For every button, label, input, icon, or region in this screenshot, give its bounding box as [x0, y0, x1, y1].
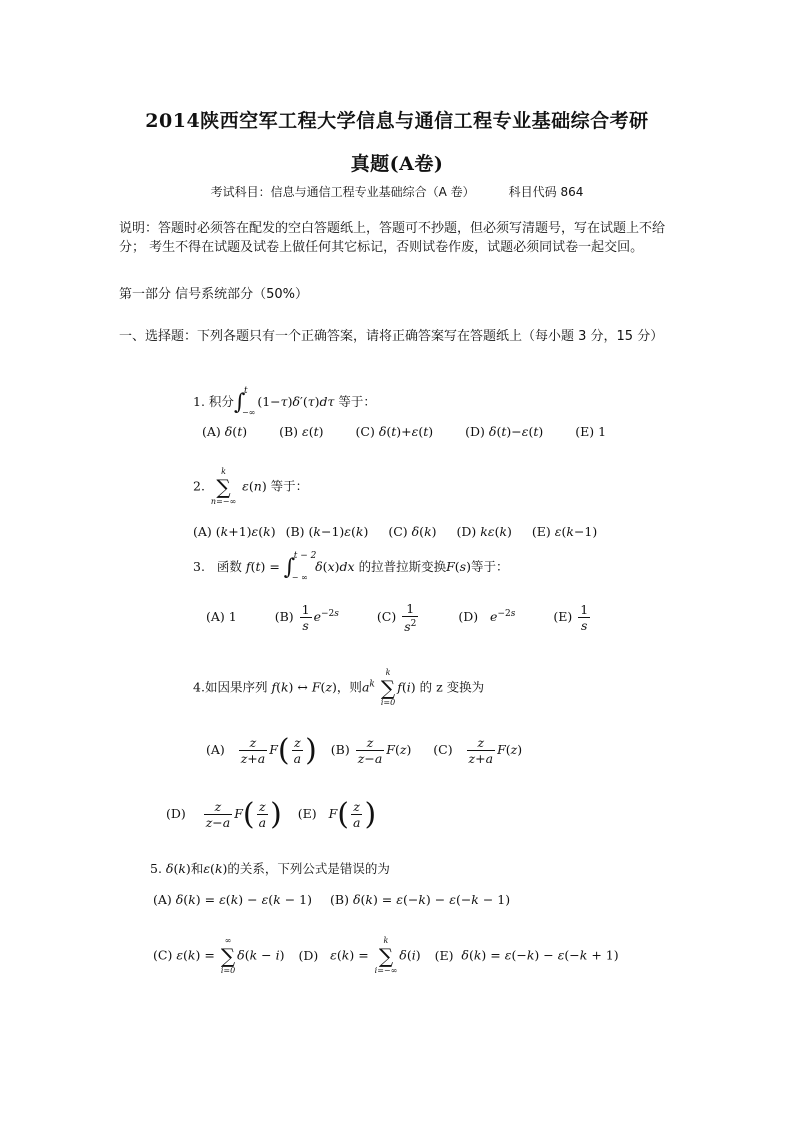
part-heading: 第一部分 信号系统部分（50%）: [119, 287, 309, 302]
question-3-options: (A) 1 (B) $\frac{1}{s}$ $e^{-2s}$ (C) $\frac{1}{s^2}$ (D) $e^{-2s}$ (E) $\frac{1}{s}$: [206, 601, 589, 635]
page-title-line1: 2014陕西空军工程大学信息与通信工程专业基础综合考研: [145, 110, 649, 132]
section-heading: 一、选择题：下列各题只有一个正确答案，请将正确答案写在答题纸上（每小题 3 分，15 分）: [119, 329, 664, 344]
question-3-stem: 3. 函数 f(t) = ∫ t − 2 − ∞ δ(x)dx 的拉普拉斯变换F(s)等于：: [193, 551, 509, 582]
question-4-options-de: (D) $\frac{z}{z-a}$ F( $\frac{z}{a}$ ) (E) F( $\frac{z}{a}$ ): [166, 797, 377, 832]
question-2-stem: 2. k ∑ n=−∞ ε(n) 等于：: [193, 467, 309, 506]
subject-code: 科目代码 864: [508, 185, 584, 199]
question-4-options-abc: (A) $\frac{z}{z+a}$ F( $\frac{z}{a}$ ) (B) $\frac{z}{z-a}$ F(z) (C) $\frac{z}{z+a}$ F(z): [206, 733, 523, 768]
page-title-line2: 真题(A卷): [350, 153, 444, 175]
question-5-stem: 5. δ(k)和ε(k)的关系，下列公式是错误的为: [150, 861, 390, 876]
question-1-options: (A) δ(t) (B) ε(t) (C) δ(t)+ε(t) (D) δ(t)−ε(t) (E) 1: [202, 424, 607, 439]
question-5-options-ab: (A) δ(k) = ε(k) − ε(k − 1) (B) δ(k) = ε(−k) − ε(−k − 1): [153, 892, 511, 907]
instructions: 说明：答题时必须答在配发的空白答题纸上，答题可不抄题，但必须写清题号，写在试题上不给分； 考生不得在试题及试卷上做任何其它标记，否则试卷作废，试题必须同试卷一起交回。: [119, 221, 666, 255]
question-1-stem: 1. 积分∫ t −∞ (1−τ)δ′(τ)dτ 等于：: [193, 386, 376, 417]
question-4-stem: 4.如因果序列 f(k) ↔ F(z)，则$a^k$ k ∑ i=0 f(i) 的 z 变换为: [193, 668, 485, 707]
subject-line: [0, 183, 794, 200]
question-5-options-cde: (C) ε(k) = ∞ ∑ i=0 δ(k − i) (D) ε(k) = k ∑ i=−∞ δ(i) (E) δ(k) = ε(−k) − ε(−k + 1): [153, 936, 619, 975]
question-2-options: (A) (k+1)ε(k) (B) (k−1)ε(k) (C) δ(k) (D) kε(k) (E) ε(k−1): [193, 524, 598, 539]
subject-label: 考试科目：信息与通信工程专业基础综合（A 卷）: [210, 185, 475, 199]
